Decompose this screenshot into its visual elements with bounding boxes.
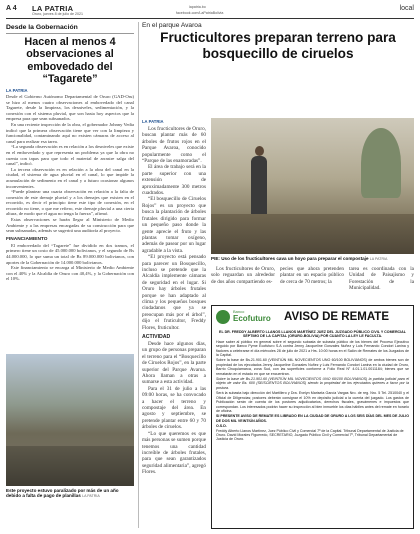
main-kicker: En el parque Avaroa — [142, 22, 202, 29]
photo-ground — [211, 214, 414, 254]
left-paragraph: El embovedado del “Tagarete” fue dividido en dos tramos, el primero tiene un costo de 45.000.000 bolivianos, y el segundo de Bs 44.000.000, lo que suma un total de Bs 89.000.000 bolivianos, con aportes de la Gobernación de 14.000.000 bolivianos. — [6, 242, 134, 265]
ecofuturo-logo-icon — [216, 310, 230, 324]
ad-text: SI PRESENTE AVISO DE REMATE ES LIBRADO EN LA CIUDAD DE ORURO A LOS SEIS DÍAS DEL MES DE JULIO DE DOS MIL VEINTIÚN AÑOS. — [216, 414, 409, 423]
left-photo-credit: LA PATRIA — [82, 494, 100, 499]
photo-person-head — [255, 146, 264, 156]
ad-title: AVISO DE REMATE — [284, 311, 389, 323]
main-headline: Fructicultores preparan terreno para bosquecillo de ciruelos — [160, 30, 396, 61]
auction-notice — [211, 305, 414, 529]
ad-text: EL DR. FREDDY ALBERTO LLANOS LLANOS MARTÍNEZ JUEZ DEL JUZGADO PÚBLICO CIVIL Y COMERCIAL SÉPTIMO DE LA CAPITAL (ORURO-BOLIVIA) POR CUANTO LA LEY LE FACULTA. — [219, 330, 406, 339]
main-bottom-col: pecies que ahora pretenden plantar en un espacio público de cerca de 70 metros; la — [280, 266, 344, 285]
photo-ground — [6, 446, 134, 486]
ad-signature: O.S.D. — [216, 424, 227, 429]
left-subhead: FINANCIAMIENTO — [6, 236, 48, 242]
left-paragraph: La tercera observación es en relación a la obra del canal en la ciudad, el sistema de agua pluvial en el canal, lo que impide la acumulación de sedimento en el canal y a futuro ocasionar algunos inconvenientes. — [6, 166, 134, 189]
main-paragraph: “Lo que queremos es que más personas se sumen porque tenemos una cantidad increíble de árboles frutales, para que sean garantizados seguridad alimentaria”, agregó Flores. — [142, 430, 206, 476]
main-photo-credit: LA PATRIA — [369, 257, 388, 261]
main-bottom-col: tarea es coordinada con la Unidad de Paisajismo y Forestación de la Municipalidad. — [349, 266, 414, 292]
main-subhead: ACTIVIDAD — [142, 334, 171, 340]
left-kicker: Desde la Gobernación — [6, 22, 134, 34]
left-article — [6, 22, 134, 528]
main-photo-caption — [211, 256, 414, 261]
main-photo — [211, 118, 414, 254]
main-paragraph: “El bosquecillo de Ciruelos Rojos” es un proyecto que busca la plantación de árboles frutales dirigido para formar un pequeño paso donde la gente aprecie el fruto y las plantas tomar oxígeno, además de pasear por un lugar agradable a la vista. — [142, 196, 206, 254]
photo-person — [251, 156, 267, 216]
left-caption-text: Este proyecto estuvo paralizado por más de un año debido a falta de pago de planillas — [6, 488, 119, 499]
ad-text: Sobre la base de Bs.21.901.60 (VEINTIÚN MIL NOVECIENTOS UNO 60/100 BOLIVIANOS) de ambos bienes son de propiedad de los ejecutados Jenny Jacqueline Gonzales Nuñez y Luis Fernando Condori Lanina en la ciudad de Oruro, Barrio Chuquiamarca, zona Sud, con las superficies conforme a Folio Real N° 4.01.1.01.0011184; bienes que se rematarán en el estado en que se encuentran. — [216, 358, 409, 376]
left-byline: LA PATRIA — [6, 88, 28, 93]
masthead-brand: LA PATRIA — [32, 4, 74, 13]
column-divider — [138, 22, 139, 528]
photo-tree — [361, 128, 401, 198]
main-caption-text: PIE: Uso de los fructicultores cava un hoyo para preparar el compostaje — [211, 256, 369, 261]
main-paragraph: “El proyecto está pensado para parecer un Bosquecillo, incluso se pretende que la Alcaldía implemente cámaras de seguridad en el lugar. Si Oruro hay árboles frutales porque se han adaptado al clima y los pequeños bosques ciudadanos que ya se preocupan más por el árbol”, dijo el fruticultor, Freddy Flores, fruticultor. — [142, 254, 206, 331]
header-rule — [6, 18, 414, 19]
main-paragraph: Para el 31 de julio a las 09:00 horas, se ha convocado a hacer el terreno y compostaje del área. En agosto y septiembre, se pretende plantar entre 60 y 70 árboles de ciruelos. — [142, 385, 206, 431]
ad-logo: Ecofuturo — [233, 314, 271, 323]
canal-photo — [6, 354, 134, 486]
ad-text: Sobre la base de Bs.21.901.60 (VEINTIÚN MIL NOVECIENTOS UNO 60/100 BOLIVIANOS) la partida judicial para el objeto de valor Bs. 600 (SEISCIENTOS BOLIVIANOS) siendo la propiedad de los ejecutados quienes a favor por la postura. — [216, 377, 409, 390]
main-article — [142, 22, 414, 62]
left-paragraph: “Puede plantear una cuarta observación en relación a la falta de conexión de este drenaje pluvial y a los drenajes que existen en el recorrido, es decir el principio tiene este tipo de conexión, en el recorrido no tiene, o que me refiero, este drenaje pluvial a una cierta altura, de modo que el agua no tenga la fuerza”, afirmó. — [6, 189, 134, 217]
main-col-1 — [142, 126, 206, 530]
left-headline: Hacen al menos 4 observaciones al embovedado del “Tagarete” — [24, 36, 116, 86]
left-paragraph: En una reciente inspección de la obra, el gobernador Johnny Vedia indicó que la primera observación tiene que ver con la limpieza y funcionalidad, contaminando aquí no existen cámaras de acceso al canal para realizar esa tarea. — [6, 121, 134, 144]
left-paragraph: Este financiamiento se encarga al Ministerio de Medio Ambiente con el 40% y la Alcaldía de Oruro con 40,4%, y la Gobernación con el 10%. — [6, 265, 134, 282]
section-label: local — [399, 5, 414, 12]
left-body — [6, 94, 134, 342]
facebook-link[interactable]: facebook.com/LaPatriaBolivia — [176, 11, 224, 15]
ad-logo-top: Banco — [233, 309, 245, 314]
left-paragraph: “La segunda observación es en relación a los desniveles que existe en el embovedado y que representa un problema ya que la obra no cuenta con tapas para que todo el material de arrastre salga del canal”, indicó. — [6, 144, 134, 167]
ad-text: Será la subasta bajo dirección del Martillero y Dra. Evelyn Marisela García Vargas Nro. de reg. Nro. 5 Tel. 2510040 y el Oficial de Diligencias; postores deberán consignar el 10% en depósito judicial a la cuenta del juzgado. Los gastos de Publicación serán de cuenta de los postores adjudicatarios, derechos fiscales, gravámenes e impuestos que correspondan. Los interesados podrán hacer su inspección al bien inmueble los días hábiles antes del remate en horario de oficina. — [216, 391, 409, 413]
ad-signature-lines: Freddy Alberto Llanos Martínez, Juez Público Civil y Comercial 7º de la Capital. Tribunal Departamental de Justicia de Oruro. David Morales Figueredo, SECRETARIO, Juzgado Público Civil y Comercial 7º, Tribunal Departamental de Justicia de Oruro. — [216, 428, 404, 442]
dateline: Oruro, jueves 8 de julio de 2021 — [32, 12, 83, 16]
ad-header — [216, 309, 409, 329]
main-bottom-col: Los fructicultores de Oruro, solo reguardan un alrededor de dos años compartiendo es- — [211, 266, 275, 285]
left-paragraph: Estas observaciones se harán llegar al Ministerio de Medio Ambiente y a las empresas encargadas de su construcción para que sean subsanadas, además se sugerirá una auditoría al proyecto. — [6, 217, 134, 234]
ad-text: Hace saber al público en general sobre el segundo subasta de subasta público de los bienes del Proceso Ejecutivo seguido por Banco Pyme Ecofuturo S.A contra Jenny Jacqueline Gonzales Nuñez y Luis Fernando Condori Lanina y fiadores a celebrarse el día miércoles 28 de julio de 2021 a Hrs. 10:00 horas en el Salón de Remates de los Juzgados de la Capital. — [216, 339, 409, 358]
page-header — [6, 4, 414, 18]
main-paragraph: El área de trabajo será en la parte superior con una extensión de aproximadamente 300 metros cuadrados. — [142, 164, 206, 197]
main-paragraph: Los fructicultores de Oruro, buscan plantar más de 60 árboles de frutos rojos en el Parque Avaroa, conocido popularmente como el “Parque de las enamoradas”. — [142, 126, 206, 165]
left-photo-caption — [6, 488, 134, 500]
main-bottom-row — [211, 266, 414, 304]
main-byline: LA PATRIA — [142, 119, 164, 124]
website-link[interactable]: lapatria.bo — [189, 5, 206, 9]
page-number: A 4 — [6, 5, 17, 12]
main-paragraph: Desde hace algunos días, un grupo de personas preparan el terreno para el “Bosquecillo de Ciruelos Rojos”, en la parte superior del Parque Avaroa. Ahora llaman a otras a sumarse a esta actividad. — [142, 341, 206, 386]
left-paragraph: Desde el Gobierno Autónomo Departamental de Oruro (GAD-Oru) se hizo al menos cuatro observaciones al embovedado del canal Tagarete, desde la limpieza, los desniveles, sedimentación, y la conexión con el sistema pluvial, que son hasta hoy aspectos que la empresa para que sean subsanados. — [6, 94, 134, 122]
